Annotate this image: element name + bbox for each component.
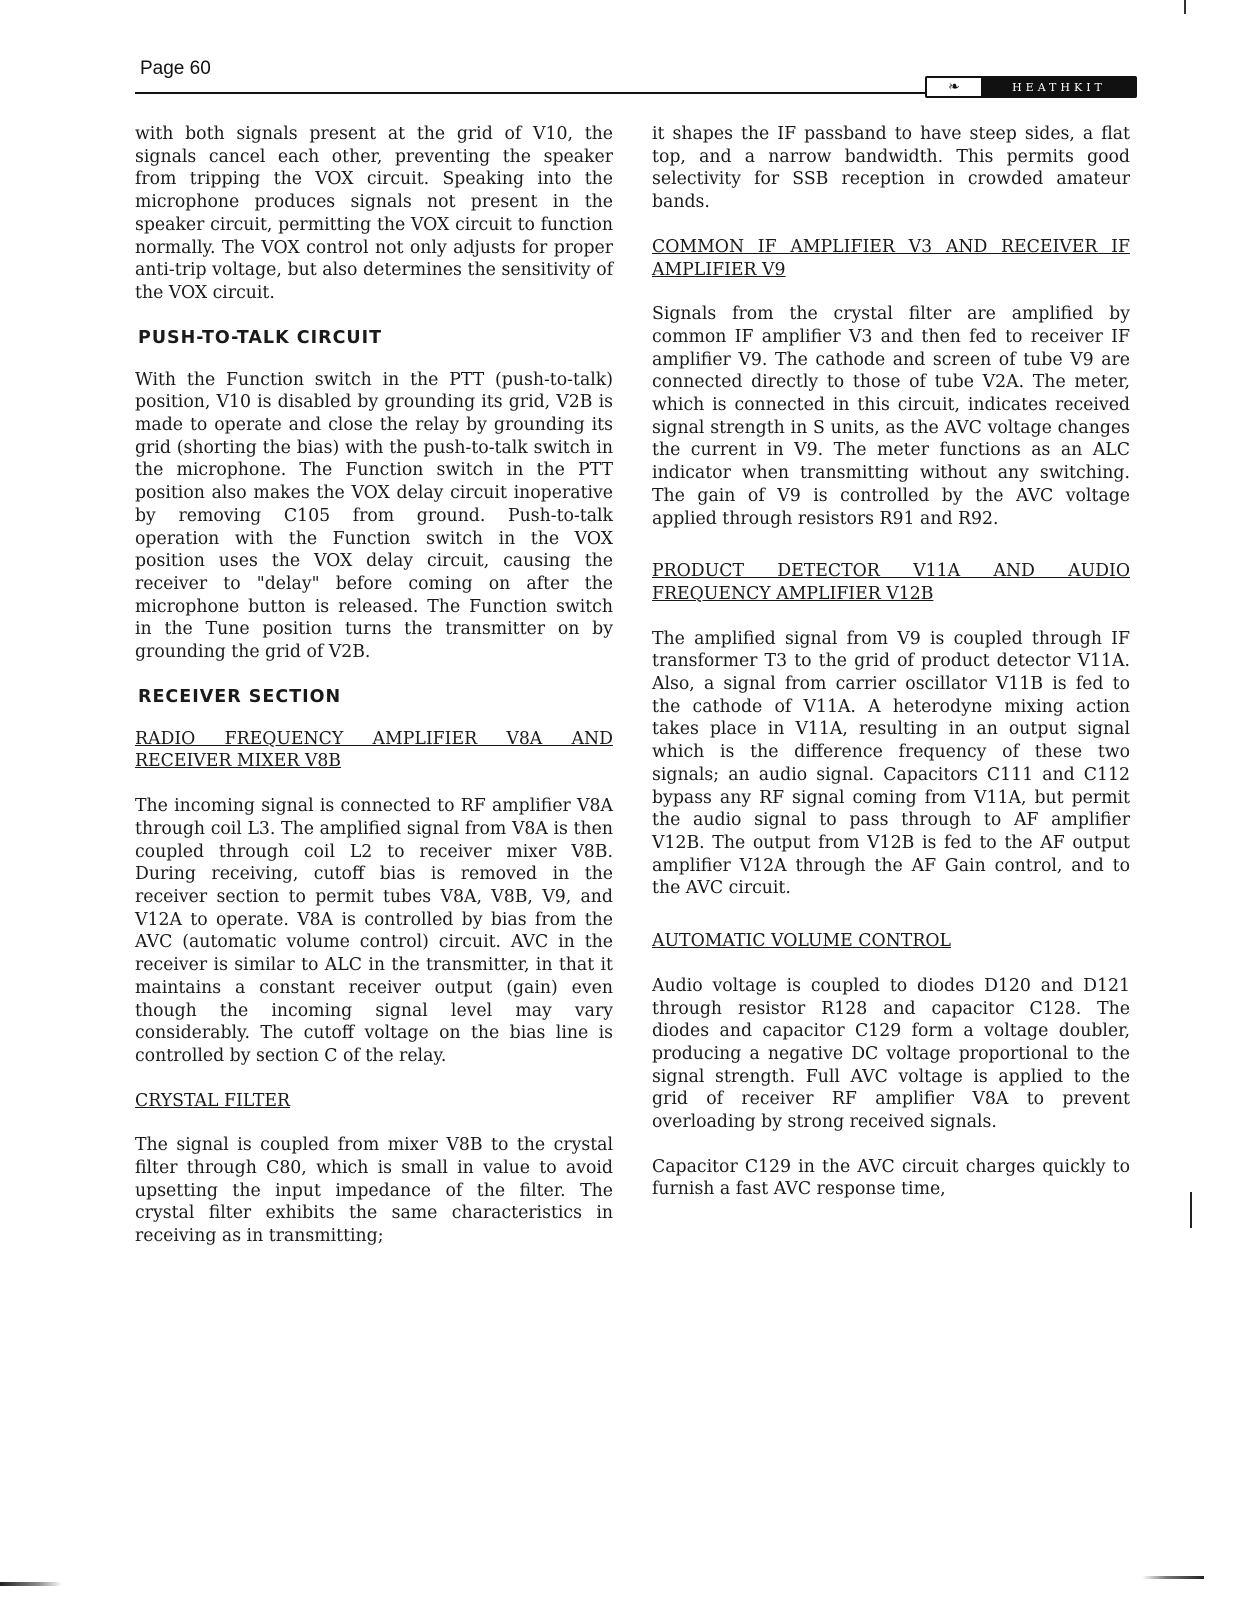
- paragraph-if-amplifier: Signals from the crystal filter are amplified by common IF amplifier V3 and then fed to receiver IF amplifier V9. The cathode and screen of tube V9 are connected directly to those of tube V2A. The meter, which is connected in this circuit, indicates received signal strength in S units, as the AVC voltage changes the current in V9. The meter functions as an ALC indicator when transmitting without any switching. The gain of V9 is controlled by the AVC voltage applied through resistors R91 and R92.: [652, 304, 1130, 529]
- page-number: Page 60: [140, 58, 211, 79]
- right-column: [652, 123, 1130, 1223]
- logo-text: HEATHKIT: [983, 78, 1135, 96]
- paragraph-crystal-continuation: it shapes the IF passband to have steep sides, a flat top, and a narrow bandwidth. This permits good selectivity for SSB reception in crowded amateur bands.: [652, 124, 1130, 213]
- page-header: [135, 58, 1140, 98]
- heathkit-logo: [925, 76, 1137, 98]
- scan-artifact-right: [1142, 1576, 1204, 1579]
- paragraph-avc: Audio voltage is coupled to diodes D120 and D121 through resistor R128 and capacitor C128. The diodes and capacitor C129 form a voltage doubler, producing a negative DC voltage proportional to the signal strength. Full AVC voltage is applied to the grid of receiver RF amplifier V8A to prevent overloading by strong received signals.: [652, 975, 1130, 1133]
- header-rule: [135, 92, 925, 94]
- heathkit-emblem-icon: ❧: [927, 78, 983, 96]
- scan-mark: [1184, 0, 1186, 14]
- subheading-rf-amplifier: RADIO FREQUENCY AMPLIFIER V8A AND RECEIVER MIXER V8B: [135, 728, 613, 772]
- paragraph-vox-continuation: with both signals present at the grid of V10, the signals cancel each other, preventing the speaker from tripping the VOX circuit. Speaking into the microphone produces signals not present in the speaker circuit, permitting the VOX circuit to function normally. The VOX control not only adjusts for proper anti-trip voltage, but also determines the sensitivity of the VOX circuit.: [135, 124, 613, 303]
- paragraph-rf-amplifier: The incoming signal is connected to RF amplifier V8A through coil L3. The amplified signal from V8A is then coupled through coil L2 to receiver mixer V8B. During receiving, cutoff bias is removed in the receiver section to permit tubes V8A, V8B, V9, and V12A to operate. V8A is controlled by bias from the AVC (automatic volume control) circuit. AVC in the receiver is similar to ALC in the transmitter, in that it maintains a constant receiver output (gain) even though the incoming signal level may vary considerably. The cutoff voltage on the bias line is controlled by section C of the relay.: [135, 796, 613, 1066]
- paragraph-crystal-filter: The signal is coupled from mixer V8B to the crystal filter through C80, which is small in value to avoid upsetting the input impedance of the filter. The crystal filter exhibits the same characteristics in receiving as in transmitting;: [135, 1135, 613, 1247]
- scan-artifact-left: [0, 1582, 62, 1586]
- paragraph-push-to-talk: With the Function switch in the PTT (push-to-talk) position, V10 is disabled by grounding its grid, V2B is made to operate and close the relay by grounding its grid (shorting the bias) with the push-to-talk switch in the microphone. The Function switch in the PTT position also makes the VOX delay circuit inoperative by removing C105 from ground. Push-to-talk operation with the Function switch in the VOX position uses the VOX delay circuit, causing the receiver to "delay" before coming on after the microphone button is released. The Function switch in the Tune position turns the transmitter on by grounding the grid of V2B.: [135, 369, 613, 663]
- margin-change-bar: [1190, 1192, 1192, 1228]
- subheading-if-amplifier: COMMON IF AMPLIFIER V3 AND RECEIVER IF AMPLIFIER V9: [652, 236, 1130, 280]
- subheading-avc: AUTOMATIC VOLUME CONTROL: [652, 931, 951, 952]
- paragraph-product-detector: The amplified signal from V9 is coupled through IF transformer T3 to the grid of product detector V11A. Also, a signal from carrier oscillator V11B is fed to the cathode of V11A. A heterodyne mixing action takes place in V11A, resulting in an output signal which is the difference frequency of these two signals; an audio signal. Capacitors C111 and C112 bypass any RF signal coming from V11A, but permit the audio signal to pass through to AF amplifier V12B. The output from V12B is fed to the AF output amplifier V12A through the AF Gain control, and to the AVC circuit.: [652, 628, 1130, 899]
- subheading-crystal-filter: CRYSTAL FILTER: [135, 1090, 291, 1111]
- subheading-product-detector: PRODUCT DETECTOR V11A AND AUDIO FREQUENCY AMPLIFIER V12B: [652, 561, 1130, 604]
- paragraph-avc-capacitor: Capacitor C129 in the AVC circuit charges quickly to furnish a fast AVC response time,: [652, 1156, 1130, 1200]
- heading-push-to-talk: PUSH-TO-TALK CIRCUIT: [138, 327, 383, 348]
- heading-receiver-section: RECEIVER SECTION: [138, 686, 342, 707]
- left-column: [135, 123, 613, 1270]
